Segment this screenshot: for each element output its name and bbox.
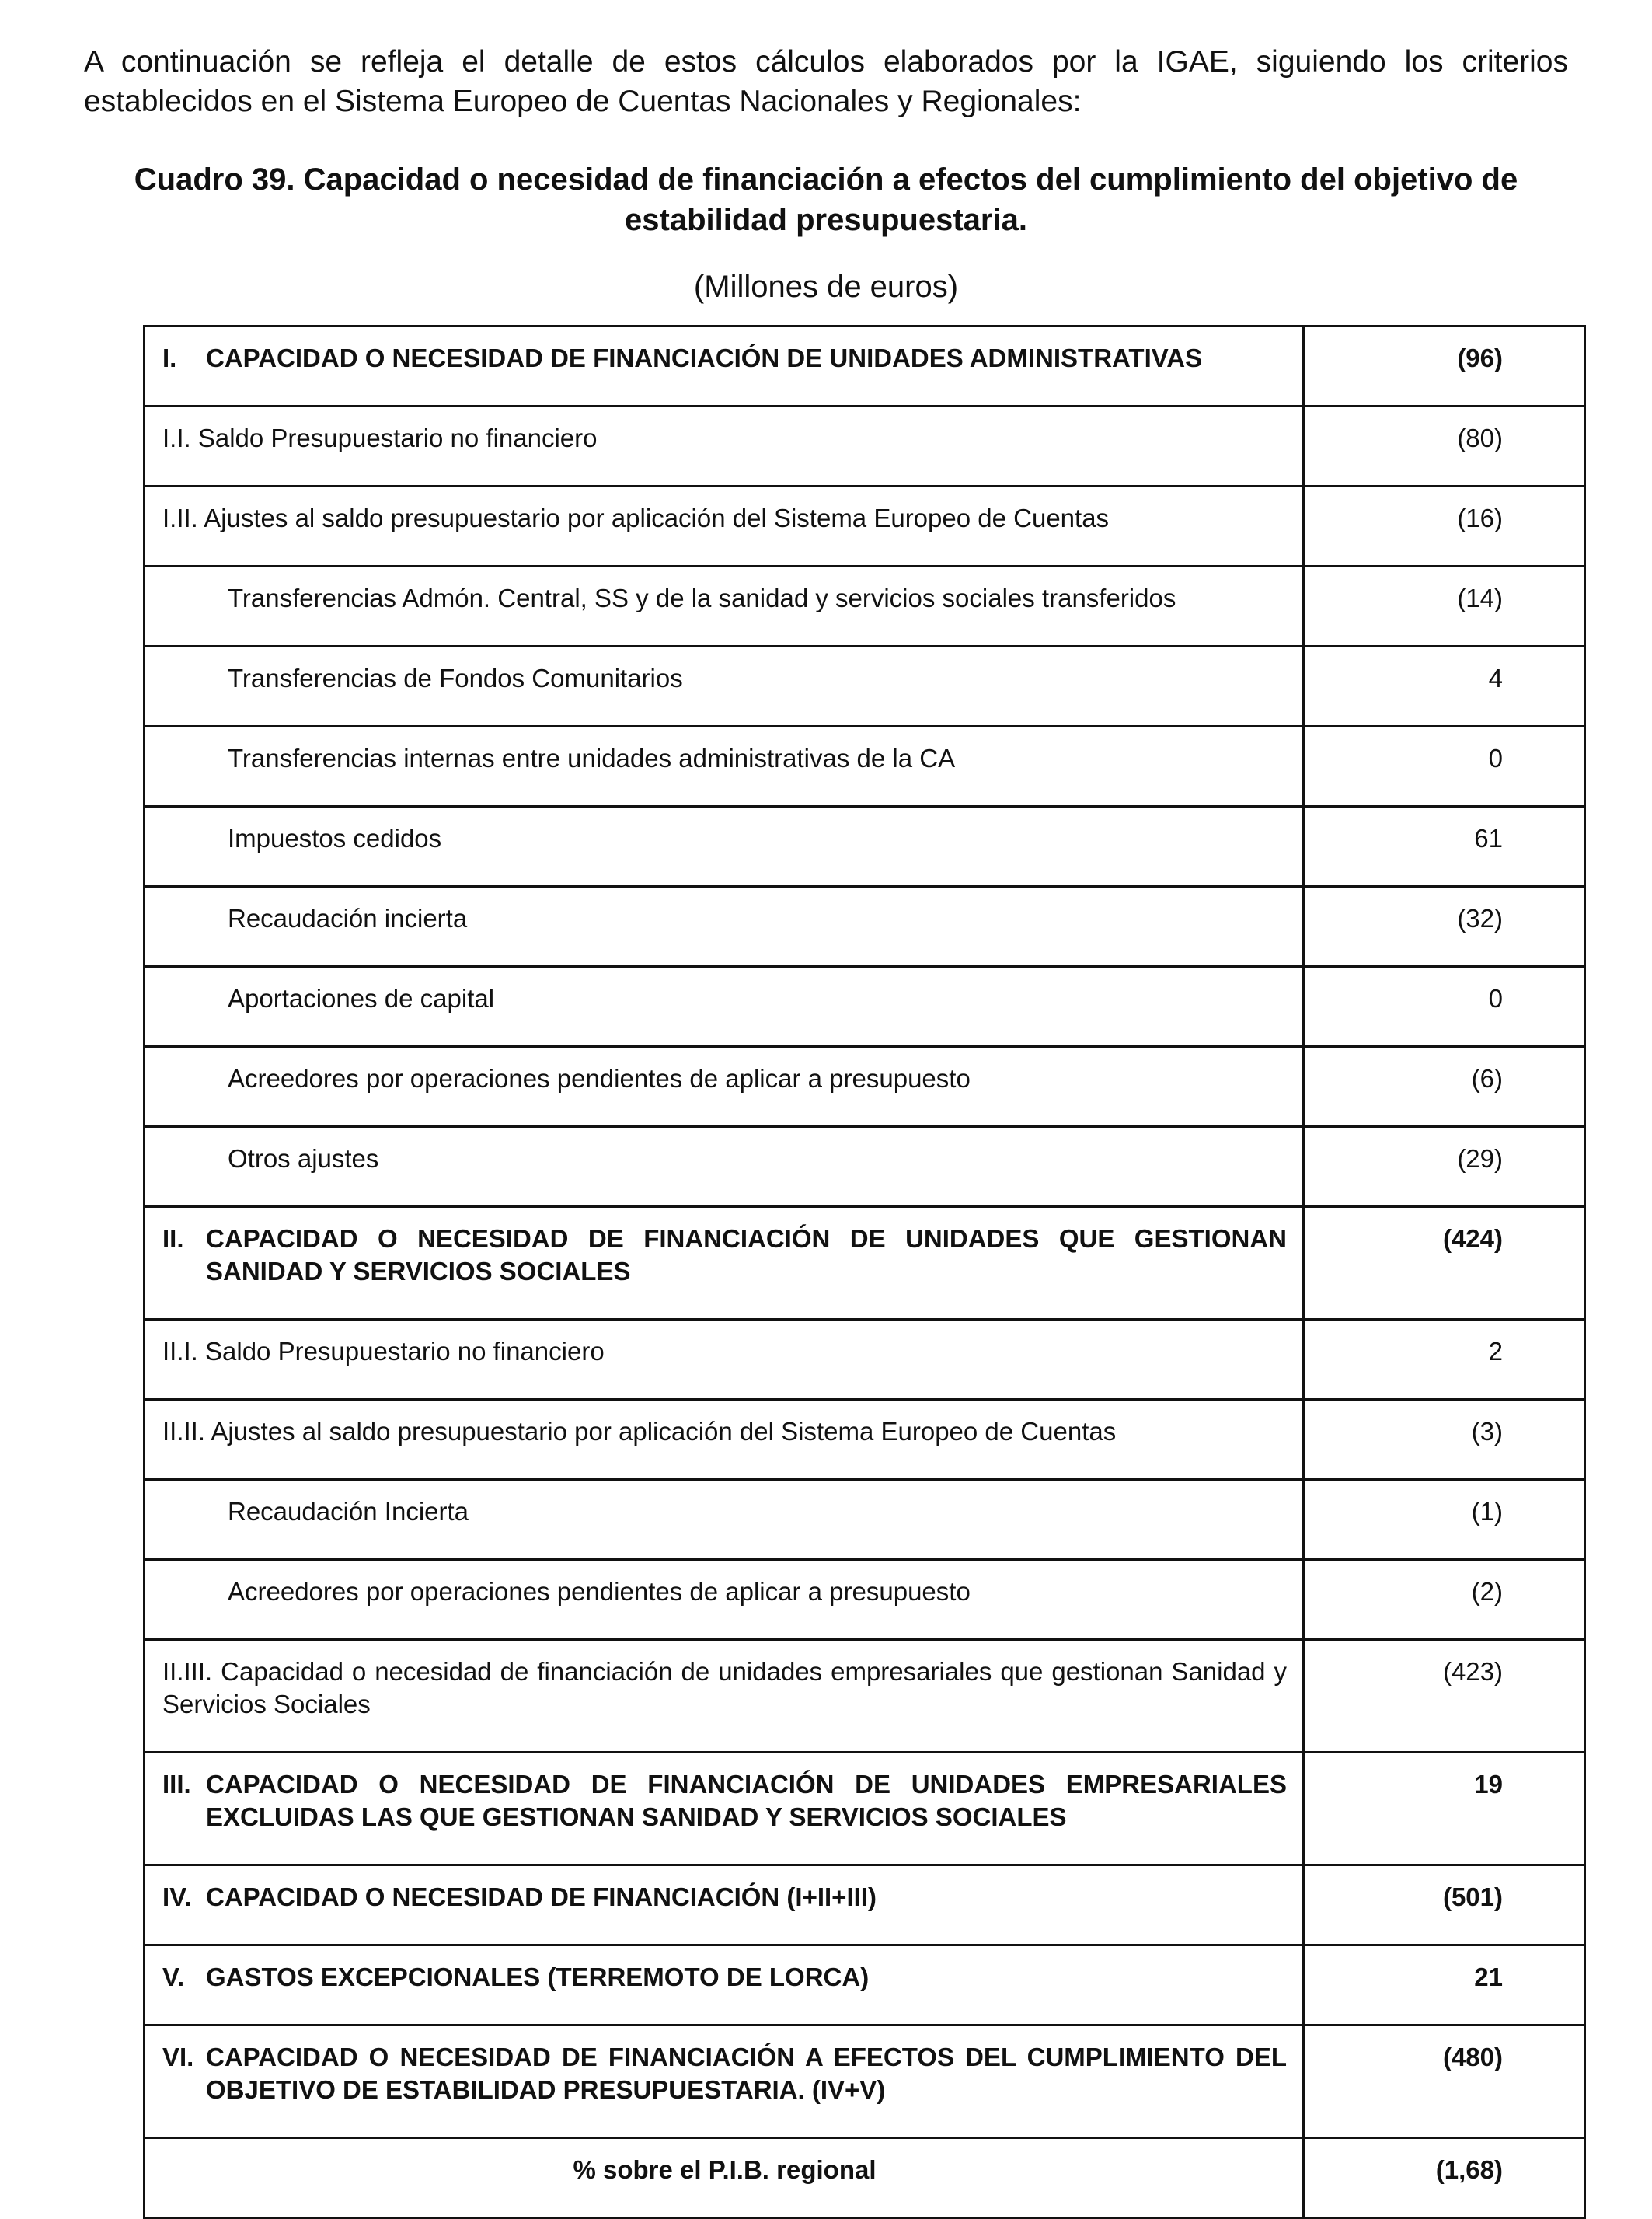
table-row-section-iii [145, 1753, 1585, 1865]
row-value: 21 [1304, 1945, 1585, 2025]
section-number: VI. [162, 2043, 194, 2071]
row-value: 2 [1304, 1320, 1585, 1400]
section-number: V. [162, 1963, 185, 1991]
intro-paragraph: A continuación se refleja el detalle de estos cálculos elaborados por la IGAE, siguiendo los criterios establecidos en el Sistema Europeo de Cuentas Nacionales y Regionales: [84, 45, 1568, 118]
row-label: Recaudación incierta [145, 887, 1304, 967]
table-row [145, 1480, 1585, 1560]
row-label: Impuestos cedidos [145, 807, 1304, 887]
row-value: (3) [1304, 1400, 1585, 1480]
row-label-cell [145, 1945, 1304, 2025]
section-label: CAPACIDAD O NECESIDAD DE FINANCIACIÓN DE UNIDADES QUE GESTIONAN SANIDAD Y SERVICIOS SOCIALES [206, 1224, 1287, 1286]
row-value: 19 [1304, 1753, 1585, 1865]
section-label: CAPACIDAD O NECESIDAD DE FINANCIACIÓN DE UNIDADES ADMINISTRATIVAS [206, 344, 1203, 372]
table-row [145, 1320, 1585, 1400]
row-label: Transferencias internas entre unidades administrativas de la CA [145, 727, 1304, 807]
row-value: 0 [1304, 727, 1585, 807]
section-number: II. [162, 1224, 184, 1253]
table-row [145, 406, 1585, 487]
row-value: (424) [1304, 1207, 1585, 1320]
row-label-cell [145, 2025, 1304, 2138]
row-label: Transferencias de Fondos Comunitarios [145, 647, 1304, 727]
row-value: (96) [1304, 326, 1585, 406]
row-label-cell [145, 326, 1304, 406]
row-value: (480) [1304, 2025, 1585, 2138]
row-value: (29) [1304, 1127, 1585, 1207]
row-label: Recaudación Incierta [145, 1480, 1304, 1560]
section-label: CAPACIDAD O NECESIDAD DE FINANCIACIÓN DE UNIDADES EMPRESARIALES EXCLUIDAS LAS QUE GESTIONAN SANIDAD Y SERVICIOS SOCIALES [206, 1770, 1287, 1831]
row-value: (423) [1304, 1640, 1585, 1753]
row-value: (1) [1304, 1480, 1585, 1560]
table-row [145, 967, 1585, 1047]
table-row [145, 1047, 1585, 1127]
row-label: Acreedores por operaciones pendientes de aplicar a presupuesto [145, 1560, 1304, 1640]
row-value: 61 [1304, 807, 1585, 887]
table-row [145, 807, 1585, 887]
table-row [145, 1640, 1585, 1753]
section-number: IV. [162, 1882, 192, 1911]
row-value: (2) [1304, 1560, 1585, 1640]
row-label-cell [145, 1753, 1304, 1865]
row-value: (6) [1304, 1047, 1585, 1127]
row-label: II.III. Capacidad o necesidad de financiación de unidades empresariales que gestionan Sanidad y Servicios Sociales [145, 1640, 1304, 1753]
table-row [145, 887, 1585, 967]
row-label: I.II. Ajustes al saldo presupuestario por aplicación del Sistema Europeo de Cuentas [145, 487, 1304, 567]
table-row [145, 487, 1585, 567]
row-value: (14) [1304, 567, 1585, 647]
row-label: % sobre el P.I.B. regional [145, 2138, 1304, 2218]
row-value: 4 [1304, 647, 1585, 727]
table-row-section-i [145, 326, 1585, 406]
row-value: (1,68) [1304, 2138, 1585, 2218]
row-value: (16) [1304, 487, 1585, 567]
row-label: I.I. Saldo Presupuestario no financiero [145, 406, 1304, 487]
table-row [145, 727, 1585, 807]
row-label: II.I. Saldo Presupuestario no financiero [145, 1320, 1304, 1400]
table-row [145, 1400, 1585, 1480]
table-title: Cuadro 39. Capacidad o necesidad de financiación a efectos del cumplimiento del objetivo de estabilidad presupuestaria. [134, 162, 1518, 237]
row-value: (32) [1304, 887, 1585, 967]
row-label: Otros ajustes [145, 1127, 1304, 1207]
row-label: Aportaciones de capital [145, 967, 1304, 1047]
table-row [145, 1127, 1585, 1207]
section-number: I. [162, 344, 177, 372]
row-value: (80) [1304, 406, 1585, 487]
row-label: II.II. Ajustes al saldo presupuestario por aplicación del Sistema Europeo de Cuentas [145, 1400, 1304, 1480]
table-row [145, 647, 1585, 727]
row-value: (501) [1304, 1865, 1585, 1945]
row-label-cell [145, 1207, 1304, 1320]
row-label-cell [145, 1865, 1304, 1945]
financing-table [143, 325, 1586, 2219]
table-row-section-v [145, 1945, 1585, 2025]
table-row-pib-percentage [145, 2138, 1585, 2218]
section-label: CAPACIDAD O NECESIDAD DE FINANCIACIÓN (I+II+III) [206, 1882, 877, 1911]
row-label: Transferencias Admón. Central, SS y de la sanidad y servicios sociales transferidos [145, 567, 1304, 647]
section-label: CAPACIDAD O NECESIDAD DE FINANCIACIÓN A EFECTOS DEL CUMPLIMIENTO DEL OBJETIVO DE ESTABILIDAD PRESUPUESTARIA. (IV+V) [206, 2043, 1287, 2104]
table-row-section-iv [145, 1865, 1585, 1945]
section-label: GASTOS EXCEPCIONALES (TERREMOTO DE LORCA) [206, 1963, 870, 1991]
table-row-section-vi [145, 2025, 1585, 2138]
table-units: (Millones de euros) [693, 270, 959, 304]
section-number: III. [162, 1770, 191, 1799]
table-row [145, 1560, 1585, 1640]
table-row [145, 567, 1585, 647]
row-value: 0 [1304, 967, 1585, 1047]
table-row-section-ii [145, 1207, 1585, 1320]
row-label: Acreedores por operaciones pendientes de aplicar a presupuesto [145, 1047, 1304, 1127]
